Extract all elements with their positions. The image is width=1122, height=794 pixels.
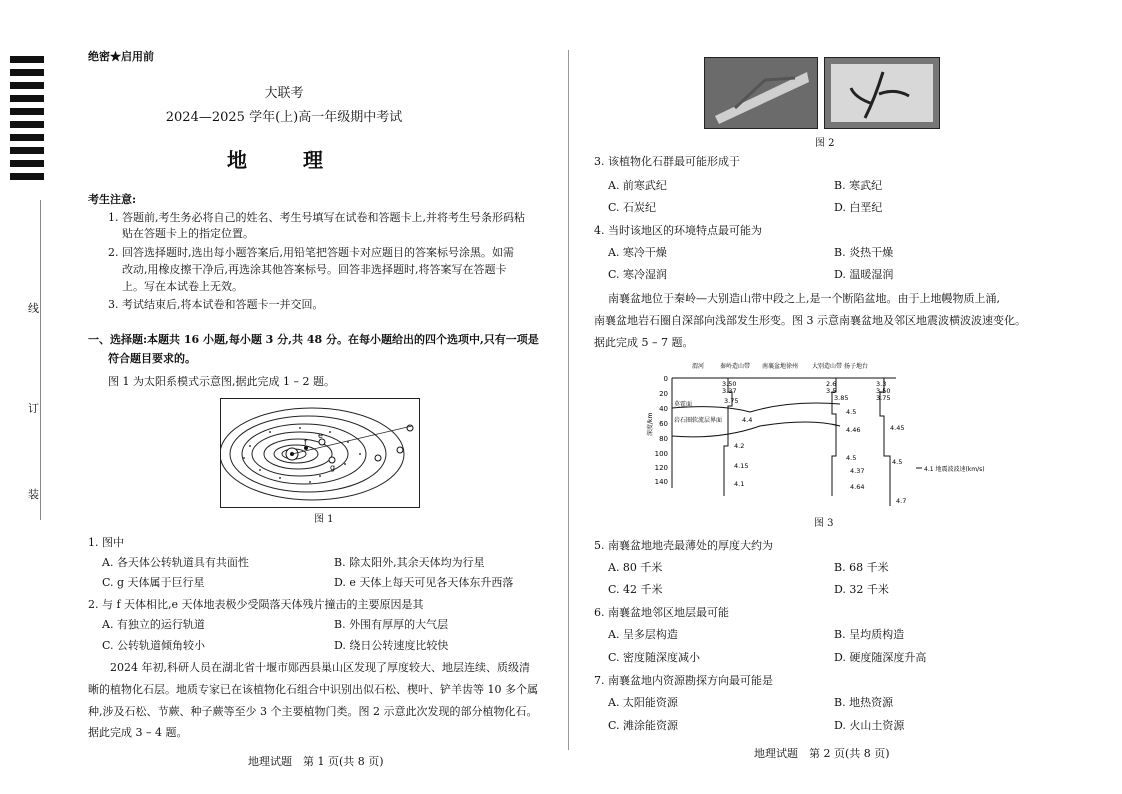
q6-stem: 6. 南襄盆地邻区地层最可能 [594, 606, 729, 619]
top-label: 南襄盆地 [762, 363, 787, 370]
fossil-photo-right [824, 57, 940, 129]
svg-text:4.15: 4.15 [734, 462, 749, 470]
y-axis-label: 深度/km [647, 412, 654, 436]
svg-text:20: 20 [659, 390, 668, 398]
moho-label: 莫霍面 [674, 401, 693, 408]
label-f: f [304, 438, 307, 447]
q7-stem: 7. 南襄盆地内资源勘探方向最可能是 [594, 674, 773, 687]
svg-text:4.37: 4.37 [850, 467, 865, 475]
fig3-top-labels [692, 362, 868, 370]
top-label: 渭河 [692, 363, 705, 370]
section-heading: 符合题目要求的。 [108, 352, 196, 365]
plant-fossil-icon [825, 58, 939, 128]
svg-text:0: 0 [663, 375, 668, 383]
lab-line [672, 422, 840, 437]
svg-text:3.75: 3.75 [724, 397, 739, 405]
fig3-caption: 图 3 [814, 518, 834, 529]
q4-option-a: A. 寒冷干燥 [608, 246, 667, 259]
planet [375, 455, 381, 461]
svg-text:3.37: 3.37 [722, 387, 737, 395]
passage-line: 南襄盆地位于秦岭—大别造山带中段之上,是一个断陷盆地。由于上地幔物质上涌, [608, 292, 1000, 305]
svg-text:4.45: 4.45 [890, 424, 905, 432]
binding-barcode-strip [10, 56, 44, 201]
fern-fossil-icon [705, 58, 817, 128]
q2-stem: 2. 与 f 天体相比,e 天体地表极少受陨落天体残片撞击的主要原因是其 [88, 598, 424, 611]
q5-option-a: A. 80 千米 [608, 561, 663, 574]
svg-text:4.4: 4.4 [742, 416, 753, 424]
svg-text:3.75: 3.75 [876, 394, 891, 402]
svg-text:4.5: 4.5 [846, 454, 857, 462]
svg-text:3.50: 3.50 [722, 380, 737, 388]
notice-line: 3. 考试结束后,将本试卷和答题卡一并交回。 [108, 298, 324, 311]
passage-line: 2024 年初,科研人员在湖北省十堰市郧西县巢山区发现了厚度较大、地层连续、质级清 [110, 661, 530, 674]
q1-option-a: A. 各天体公转轨道具有共面性 [102, 556, 249, 569]
margin-label-bind: 订 [28, 402, 39, 415]
column-divider [568, 50, 569, 750]
svg-text:4.2: 4.2 [734, 442, 745, 450]
q2-option-c: C. 公转轨道倾角较小 [102, 639, 206, 652]
q6-option-a: A. 呈多层构造 [608, 628, 678, 641]
svg-text:3.85: 3.85 [834, 394, 849, 402]
passage-line: 据此完成 5 – 7 题。 [594, 336, 694, 349]
notice-line: 贴在答题卡上的指定位置。 [122, 227, 254, 240]
q2-option-a: A. 有独立的运行轨道 [102, 618, 205, 631]
binding-line [40, 200, 41, 520]
q6-option-c: C. 密度随深度减小 [608, 651, 701, 664]
passage-line: 据此完成 3 – 4 题。 [88, 726, 188, 739]
top-label: 大别造山带 [812, 363, 843, 370]
q3-option-c: C. 石炭纪 [608, 201, 657, 214]
top-label: 徐州 [786, 363, 799, 370]
q4-option-b: B. 炎热干燥 [834, 246, 894, 259]
top-label: 扬子地台 [844, 363, 869, 370]
fig3-legend: 4.1 地震波波速(km/s) [924, 466, 985, 473]
exam-org: 大联考 [264, 86, 304, 101]
passage-line: 晰的植物化石层。地质专家已在该植物化石组合中识别出似石松、楔叶、铲羊齿等 10 多个属 [88, 683, 538, 696]
fig1-intro: 图 1 为太阳系模式示意图,据此完成 1 – 2 题。 [108, 375, 335, 388]
svg-text:100: 100 [654, 450, 668, 458]
q7-option-d: D. 火山土资源 [834, 719, 905, 732]
margin-label-pack: 装 [28, 488, 39, 501]
q3-option-b: B. 寒武纪 [834, 179, 883, 192]
planet [407, 425, 413, 431]
fossil-photo-left [704, 57, 818, 129]
notice-title: 考生注意: [88, 193, 137, 206]
svg-text:3.5: 3.5 [826, 387, 837, 395]
fig1-caption: 图 1 [314, 514, 334, 525]
q4-option-d: D. 温暖湿润 [834, 268, 894, 281]
q1-stem: 1. 图中 [88, 536, 124, 549]
svg-text:3.3: 3.3 [876, 380, 887, 388]
q1-option-b: B. 除太阳外,其余天体均为行星 [334, 556, 485, 569]
passage-line: 南襄盆地岩石圈自深部向浅部发生形变。图 3 示意南襄盆地及邻区地震波横波波速变化。 [594, 314, 1026, 327]
footer-page-2: 地理试题 第 2 页(共 8 页) [754, 747, 890, 760]
q5-option-c: C. 42 千米 [608, 583, 663, 596]
svg-text:120: 120 [654, 464, 668, 472]
svg-text:4.7: 4.7 [896, 497, 907, 505]
fig2-caption: 图 2 [815, 138, 835, 149]
q3-stem: 3. 该植物化石群最可能形成于 [594, 155, 740, 168]
notice-line: 上。写在本试卷上无效。 [122, 280, 243, 293]
label-e: e [318, 431, 323, 440]
lab-label: 岩石圈软流层界面 [674, 417, 723, 424]
svg-text:80: 80 [659, 435, 668, 443]
svg-text:3.50: 3.50 [876, 387, 891, 395]
margin-label-line: 线 [28, 302, 39, 315]
q4-stem: 4. 当时该地区的环境特点最可能为 [594, 224, 762, 237]
svg-text:2.6: 2.6 [826, 380, 837, 388]
q7-option-a: A. 太阳能资源 [608, 696, 678, 709]
y-ticks [655, 375, 668, 486]
q3-option-a: A. 前寒武纪 [608, 179, 667, 192]
q2-option-b: B. 外围有厚厚的大气层 [334, 618, 449, 631]
exam-title: 2024—2025 学年(上)高一年级期中考试 [165, 110, 403, 125]
svg-text:60: 60 [659, 420, 668, 428]
svg-text:4.64: 4.64 [850, 483, 865, 491]
q3-option-d: D. 白垩纪 [834, 201, 883, 214]
label-g: g [330, 463, 336, 472]
page-title: 地 理 [227, 148, 341, 172]
q5-option-b: B. 68 千米 [834, 561, 889, 574]
top-label: 秦岭造山带 [720, 363, 751, 370]
q7-option-b: B. 地热资源 [834, 696, 894, 709]
q1-option-c: C. g 天体属于巨行星 [102, 576, 205, 589]
q2-option-d: D. 绕日公转速度比较快 [334, 639, 449, 652]
svg-text:40: 40 [659, 405, 668, 413]
q5-option-d: D. 32 千米 [834, 583, 889, 596]
moho-line [672, 403, 840, 412]
q6-option-d: D. 硬度随深度升高 [834, 651, 927, 664]
planet [397, 447, 403, 453]
svg-text:4.46: 4.46 [846, 426, 861, 434]
q6-option-b: B. 呈均质构造 [834, 628, 905, 641]
fig1-solar-system [220, 398, 420, 508]
secret-mark: 绝密★启用前 [88, 50, 154, 63]
fig3-seismic-profile [640, 356, 1020, 512]
q7-option-c: C. 滩涂能资源 [608, 719, 679, 732]
svg-text:4.1: 4.1 [734, 480, 745, 488]
notice-line: 2. 回答选择题时,选出每小题答案后,用铅笔把答题卡对应题目的答案标号涂黑。如需 [108, 246, 514, 259]
velocity-values [722, 380, 906, 505]
svg-text:4.5: 4.5 [892, 458, 903, 466]
svg-text:4.5: 4.5 [846, 408, 857, 416]
velocity-profiles [724, 378, 890, 506]
footer-page-1: 地理试题 第 1 页(共 8 页) [248, 755, 384, 768]
q5-stem: 5. 南襄盆地地壳最薄处的厚度大约为 [594, 539, 773, 552]
section-heading: 一、选择题:本题共 16 小题,每小题 3 分,共 48 分。在每小题给出的四个选项中,只有一项是 [88, 333, 539, 346]
notice-line: 改动,用橡皮擦干净后,再选涂其他答案标号。回答非选择题时,将答案写在答题卡 [122, 263, 507, 276]
passage-line: 种,涉及石松、节蕨、种子蕨等至少 3 个主要植物门类。图 2 示意此次发现的部分植物化石。 [88, 705, 538, 718]
svg-text:140: 140 [654, 478, 668, 486]
q1-option-d: D. e 天体上每天可见各天体东升西落 [334, 576, 514, 589]
q4-option-c: C. 寒冷湿润 [608, 268, 668, 281]
notice-line: 1. 答题前,考生务必将自己的姓名、考生号填写在试卷和答题卡上,并将考生号条形码粘 [108, 211, 525, 224]
